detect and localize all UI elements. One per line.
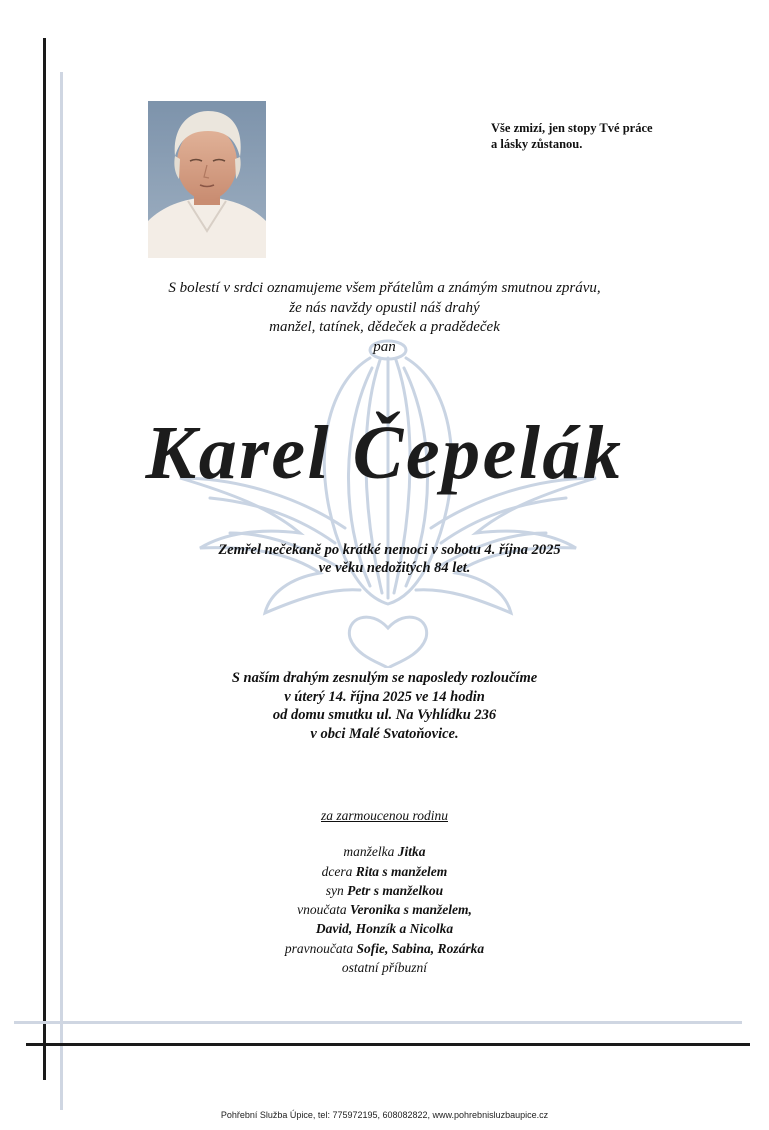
family-relation: dcera bbox=[321, 863, 353, 879]
family-heading: za zarmoucenou rodinu bbox=[321, 808, 448, 823]
family-names: Petr s manželkou bbox=[347, 882, 444, 898]
family-relation: pravnoučata bbox=[284, 940, 354, 956]
family-relation: syn bbox=[325, 882, 344, 898]
angel-wings-ornament bbox=[170, 328, 610, 668]
announcement-text bbox=[0, 279, 769, 357]
funeral-line: v úterý 14. října 2025 ve 14 hodin bbox=[284, 688, 485, 705]
family-names: Sofie, Sabina, Rozárka bbox=[356, 940, 485, 956]
funeral-line: od domu smutku ul. Na Vyhlídku 236 bbox=[272, 707, 497, 723]
motto-line-1: Vše zmizí, jen stopy Tvé práce bbox=[491, 121, 653, 135]
frame-horizontal-light-line bbox=[14, 1021, 742, 1024]
funeral-line: v obci Malé Svatoňovice. bbox=[310, 725, 459, 742]
deceased-name: Karel Čepelák bbox=[145, 411, 624, 495]
frame-horizontal-dark-line bbox=[26, 1043, 750, 1046]
death-notice-line-1: Zemřel nečekaně po krátké nemoci v sobotu 4. října 2025 bbox=[218, 542, 561, 558]
family-member bbox=[0, 842, 769, 861]
family-member bbox=[0, 881, 769, 900]
family-names: Jitka bbox=[397, 844, 426, 860]
family-names: Veronika s manželem, bbox=[349, 902, 472, 918]
death-notice bbox=[0, 541, 769, 577]
portrait-photo bbox=[148, 101, 266, 258]
death-notice-line-2: ve věku nedožitých 84 let. bbox=[318, 560, 471, 576]
family-member bbox=[0, 900, 769, 919]
funeral-details bbox=[0, 669, 769, 743]
family-member bbox=[0, 919, 769, 938]
footer-contact: Pohřební Služba Úpice, tel: 775972195, 608082822, www.pohrebnisluzbaupice.cz bbox=[220, 1110, 549, 1120]
family-relation: manželka bbox=[343, 844, 395, 860]
funeral-line: S naším drahým zesnulým se naposledy rozloučíme bbox=[231, 670, 538, 686]
motto-line-2: a lásky zůstanou. bbox=[491, 137, 583, 151]
announcement-line: S bolestí v srdci oznamujeme všem přátelům a známým smutnou zprávu, bbox=[168, 280, 601, 296]
family-names: David, Honzík a Nicolka bbox=[315, 921, 454, 937]
family-signatures bbox=[0, 806, 769, 977]
family-names: Rita s manželem bbox=[355, 863, 448, 879]
family-relation: vnoučata bbox=[297, 902, 347, 918]
announcement-line: manžel, tatínek, dědeček a pradědeček bbox=[269, 319, 500, 335]
family-member bbox=[0, 939, 769, 958]
family-member bbox=[0, 862, 769, 881]
family-member bbox=[0, 958, 769, 977]
family-relation: ostatní příbuzní bbox=[341, 960, 428, 976]
motto-quote bbox=[491, 120, 731, 152]
announcement-line: že nás navždy opustil náš drahý bbox=[289, 299, 480, 316]
announcement-line: pan bbox=[373, 338, 396, 355]
